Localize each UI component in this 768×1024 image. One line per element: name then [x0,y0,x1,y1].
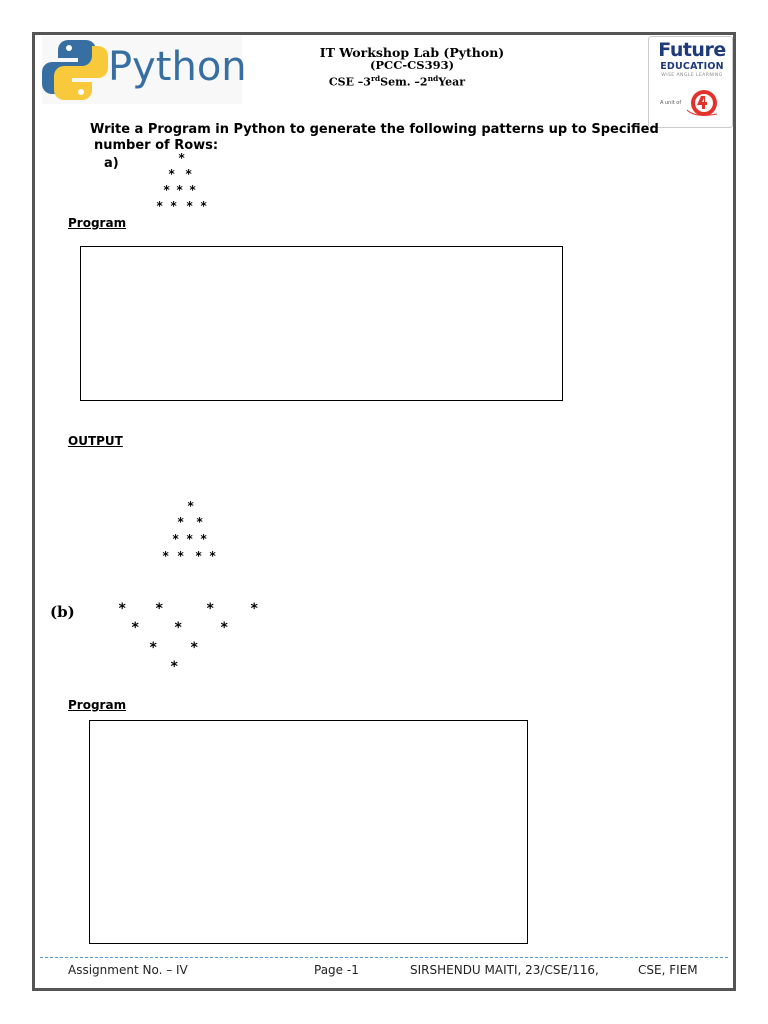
output-star: * [195,549,203,563]
pattern-star: * [189,183,197,197]
seal-badge-icon [683,88,721,120]
pattern-star: * [178,151,186,165]
output-star: * [177,549,185,563]
footer-assignment: Assignment No. – IV [68,963,188,977]
output-star: * [196,515,204,529]
pattern-star: * [185,167,193,181]
pattern-b-star: * [118,601,127,617]
python-wordmark: Python [108,44,247,90]
question-line-2: number of Rows: [94,138,219,153]
footer-divider [40,957,728,958]
part-a-label: a) [104,156,119,171]
output-label: OUTPUT [68,434,123,448]
question-line-1: Write a Program in Python to generate the following patterns up to Specified [90,122,659,137]
output-star: * [200,532,208,546]
pattern-b-star: * [155,601,164,617]
output-star: * [186,532,194,546]
semester-line: CSE –3rdSem. –2ndYear [328,74,466,89]
output-star: * [162,549,170,563]
pattern-star: * [168,167,176,181]
lab-title: IT Workshop Lab (Python) [319,45,505,60]
program-label-b: Program [68,698,127,712]
pattern-star: * [200,199,208,213]
course-code: (PCC-CS393) [369,58,455,72]
pattern-b-star: * [170,659,179,675]
footer-department: CSE, FIEM [638,963,698,977]
pattern-b-star: * [220,620,229,636]
lab-header [282,46,542,89]
future-logo-unit-text: A unit of [660,100,682,106]
part-b-label: (b) [50,603,75,621]
future-logo-tagline: WISE ANGLE LEARNING [661,73,723,78]
future-logo-title: Future [658,39,726,61]
program-box-a [80,246,563,401]
pattern-b-star: * [131,620,140,636]
pattern-b-star: * [190,640,199,656]
pattern-b-star: * [206,601,215,617]
pattern-star: * [186,199,194,213]
footer-page-number: Page -1 [314,963,359,977]
pattern-star: * [156,199,164,213]
pattern-b-star: * [174,620,183,636]
output-star: * [177,515,185,529]
pattern-b-star: * [250,601,259,617]
pattern-star: * [176,183,184,197]
future-logo-subtitle: EDUCATION [660,61,724,72]
program-label-a: Program [68,216,127,230]
pattern-star: * [163,183,171,197]
program-box-b [89,720,528,944]
output-star: * [172,532,180,546]
footer-student: SIRSHENDU MAITI, 23/CSE/116, [410,963,599,977]
output-star: * [187,499,195,513]
pattern-star: * [170,199,178,213]
output-star: * [209,549,217,563]
pattern-b-star: * [149,640,158,656]
